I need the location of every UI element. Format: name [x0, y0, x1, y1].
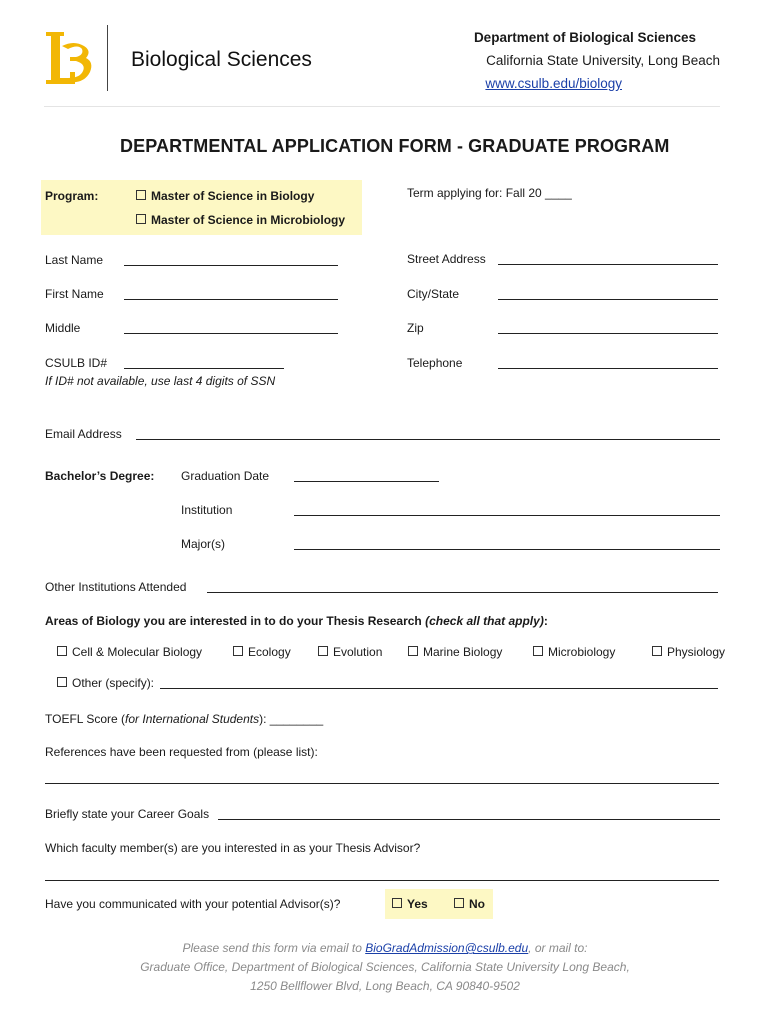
references-label: References have been requested from (please list):: [45, 745, 318, 759]
toefl-note: for International Students: [125, 712, 260, 726]
other-institutions-label: Other Institutions Attended: [45, 580, 187, 594]
career-goals-field[interactable]: [218, 819, 720, 820]
street-field[interactable]: [498, 264, 718, 265]
other-institutions-field[interactable]: [207, 592, 718, 593]
majors-field[interactable]: [294, 549, 720, 550]
area-label: Cell & Molecular Biology: [72, 645, 203, 659]
no-option[interactable]: [454, 897, 485, 911]
toefl-score[interactable]: [45, 712, 323, 726]
website-link[interactable]: www.csulb.edu/biology: [485, 76, 622, 91]
email-label: Email Address: [45, 427, 122, 441]
form-title: DEPARTMENTAL APPLICATION FORM - GRADUATE PROGRAM: [120, 136, 670, 156]
institution-label: Institution: [181, 503, 233, 517]
areas-prompt-text: Areas of Biology you are interested in to do your Thesis Research: [45, 614, 422, 628]
university-name: California State University, Long Beach: [486, 53, 720, 68]
brand-name: Biological Sciences: [131, 48, 312, 71]
institution-field[interactable]: [294, 515, 720, 516]
department-name: Department of Biological Sciences: [473, 30, 696, 45]
first-name-label: First Name: [45, 287, 104, 301]
middle-field[interactable]: [124, 333, 338, 334]
footer-line-3: 1250 Bellflower Blvd, Long Beach, CA 90840-9502: [250, 979, 520, 993]
zip-label: Zip: [407, 321, 424, 335]
checkbox-icon[interactable]: [233, 646, 243, 656]
checkbox-icon[interactable]: [652, 646, 662, 656]
area-ecology[interactable]: [233, 645, 291, 659]
area-label: Physiology: [667, 645, 726, 659]
option-label: Master of Science in Biology: [151, 189, 315, 203]
header-divider: [107, 25, 108, 91]
area-cell-molecular[interactable]: [57, 645, 202, 659]
checkbox-icon[interactable]: [136, 214, 146, 224]
csulb-id-label: CSULB ID#: [45, 356, 108, 370]
area-marine-biology[interactable]: [408, 645, 502, 659]
area-label: Marine Biology: [423, 645, 503, 659]
toefl-pre: TOEFL Score (: [45, 712, 126, 726]
lb-logo: [40, 28, 98, 95]
middle-label: Middle: [45, 321, 81, 335]
checkbox-icon[interactable]: [454, 898, 464, 908]
csulb-id-field[interactable]: [124, 368, 284, 369]
last-name-field[interactable]: [124, 265, 338, 266]
majors-label: Major(s): [181, 537, 225, 551]
checkbox-icon[interactable]: [57, 646, 67, 656]
header-rule: [44, 106, 720, 107]
yes-option[interactable]: [392, 897, 428, 911]
city-state-field[interactable]: [498, 299, 718, 300]
graduation-date-label: Graduation Date: [181, 469, 270, 483]
references-field[interactable]: [45, 783, 719, 784]
graduation-date-field[interactable]: [294, 481, 439, 482]
city-state-label: City/State: [407, 287, 460, 301]
email-field[interactable]: [136, 439, 720, 440]
area-other-field[interactable]: [160, 688, 718, 689]
area-evolution[interactable]: [318, 645, 382, 659]
zip-field[interactable]: [498, 333, 718, 334]
advisor-question: Which faculty member(s) are you interested in as your Thesis Advisor?: [45, 841, 421, 855]
toefl-post: ): ________: [259, 712, 324, 726]
footer: [0, 939, 770, 996]
term-applying[interactable]: Term applying for: Fall 20 ____: [407, 186, 572, 200]
program-option-biology[interactable]: [136, 189, 314, 203]
telephone-field[interactable]: [498, 368, 718, 369]
last-name-label: Last Name: [45, 253, 104, 267]
area-other[interactable]: [57, 676, 154, 690]
telephone-label: Telephone: [407, 356, 463, 370]
career-goals-label: Briefly state your Career Goals: [45, 807, 210, 821]
area-other-label: Other (specify):: [72, 676, 155, 690]
area-label: Evolution: [333, 645, 383, 659]
areas-prompt-note: (check all that apply): [425, 614, 544, 628]
checkbox-icon[interactable]: [533, 646, 543, 656]
email-link[interactable]: BioGradAdmission@csulb.edu: [365, 941, 529, 955]
areas-prompt: [45, 614, 548, 628]
first-name-field[interactable]: [124, 299, 338, 300]
checkbox-icon[interactable]: [408, 646, 418, 656]
communicated-question: Have you communicated with your potential Advisor(s)?: [45, 897, 341, 911]
checkbox-icon[interactable]: [392, 898, 402, 908]
footer-line-2: Graduate Office, Department of Biological Sciences, California State University Long Beach,: [140, 960, 630, 974]
street-label: Street Address: [407, 252, 486, 266]
option-label: Master of Science in Microbiology: [151, 213, 346, 227]
id-note: If ID# not available, use last 4 digits of SSN: [45, 374, 276, 388]
checkbox-icon[interactable]: [318, 646, 328, 656]
footer-line-1: [0, 939, 770, 958]
yes-label: Yes: [407, 897, 428, 911]
area-microbiology[interactable]: [533, 645, 615, 659]
footer-pre: Please send this form via email to: [182, 941, 366, 955]
program-option-microbiology[interactable]: [136, 213, 345, 227]
checkbox-icon[interactable]: [57, 677, 67, 687]
bachelors-label: Bachelor’s Degree:: [45, 469, 155, 483]
advisor-field[interactable]: [45, 880, 719, 881]
footer-post: , or mail to:: [528, 941, 588, 955]
areas-prompt-colon: :: [543, 614, 548, 628]
area-physiology[interactable]: [652, 645, 725, 659]
program-label: Program:: [45, 189, 99, 203]
area-label: Microbiology: [548, 645, 616, 659]
no-label: No: [469, 897, 485, 911]
area-label: Ecology: [248, 645, 291, 659]
checkbox-icon[interactable]: [136, 190, 146, 200]
